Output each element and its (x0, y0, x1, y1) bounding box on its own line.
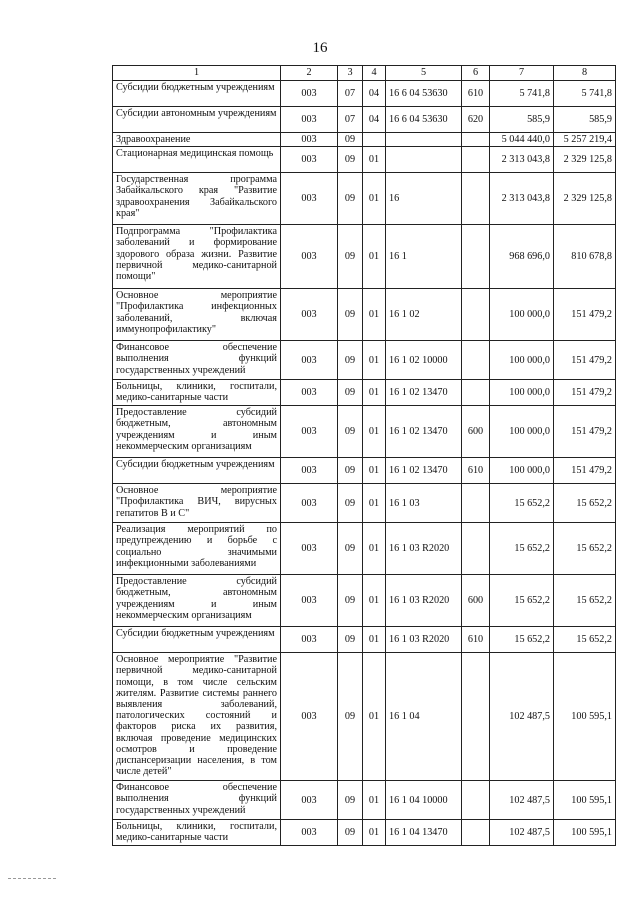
cell-col-7: 100 000,0 (490, 341, 554, 380)
cell-col-1: Субсидии бюджетным учреждениям (113, 81, 281, 107)
cell-col-5: 16 1 03 R2020 (386, 575, 462, 627)
table-row (113, 458, 616, 484)
cell-col-7: 100 000,0 (490, 380, 554, 406)
table-row (113, 627, 616, 653)
cell-col-2: 003 (281, 289, 338, 341)
cell-col-8: 100 595,1 (554, 820, 616, 846)
cell-col-1: Стационарная медицинская помощь (113, 147, 281, 173)
page-number: 16 (312, 40, 328, 56)
cell-col-6 (462, 225, 490, 289)
cell-col-8: 151 479,2 (554, 406, 616, 458)
table-row (113, 406, 616, 458)
cell-col-5: 16 1 04 (386, 653, 462, 781)
table-row (113, 523, 616, 575)
cell-col-4: 04 (363, 81, 386, 107)
table-row (113, 225, 616, 289)
cell-col-2: 003 (281, 133, 338, 147)
cell-col-5: 16 1 02 13470 (386, 458, 462, 484)
cell-col-8: 2 329 125,8 (554, 147, 616, 173)
cell-col-7: 102 487,5 (490, 820, 554, 846)
table-row (113, 107, 616, 133)
table-row (113, 81, 616, 107)
cell-col-4: 01 (363, 575, 386, 627)
cell-col-3: 09 (338, 484, 363, 523)
cell-col-3: 09 (338, 225, 363, 289)
cell-col-6 (462, 523, 490, 575)
cell-col-7: 585,9 (490, 107, 554, 133)
cell-col-1: Реализация мероприятий по предупреждению и борьбе с социально значимыми инфекционными заболеваниями (113, 523, 281, 575)
cell-col-1: Предоставление субсидий бюджетным, автономным учреждениям и иным некоммерческим организациям (113, 575, 281, 627)
cell-col-8: 100 595,1 (554, 653, 616, 781)
cell-col-4: 04 (363, 107, 386, 133)
cell-col-5: 16 6 04 53630 (386, 107, 462, 133)
cell-col-3: 09 (338, 406, 363, 458)
cell-col-4: 01 (363, 781, 386, 820)
cell-col-3: 09 (338, 575, 363, 627)
cell-col-7: 100 000,0 (490, 289, 554, 341)
cell-col-8: 585,9 (554, 107, 616, 133)
cell-col-6: 620 (462, 107, 490, 133)
cell-col-2: 003 (281, 406, 338, 458)
cell-col-3: 09 (338, 820, 363, 846)
cell-col-5: 16 6 04 53630 (386, 81, 462, 107)
cell-col-7: 15 652,2 (490, 575, 554, 627)
cell-col-3: 09 (338, 653, 363, 781)
cell-col-3: 09 (338, 341, 363, 380)
cell-col-4: 01 (363, 458, 386, 484)
cell-col-7: 2 313 043,8 (490, 173, 554, 225)
cell-col-5 (386, 147, 462, 173)
cell-col-8: 2 329 125,8 (554, 173, 616, 225)
cell-col-8: 15 652,2 (554, 575, 616, 627)
cell-col-6 (462, 147, 490, 173)
table-row (113, 173, 616, 225)
cell-col-5: 16 1 04 10000 (386, 781, 462, 820)
cell-col-5: 16 1 03 R2020 (386, 627, 462, 653)
cell-col-6 (462, 341, 490, 380)
cell-col-4: 01 (363, 406, 386, 458)
header-row (113, 66, 616, 81)
cell-col-8: 151 479,2 (554, 341, 616, 380)
cell-col-2: 003 (281, 380, 338, 406)
cell-col-7: 102 487,5 (490, 781, 554, 820)
cell-col-2: 003 (281, 627, 338, 653)
cell-col-3: 09 (338, 523, 363, 575)
cell-col-4: 01 (363, 380, 386, 406)
table-row (113, 341, 616, 380)
column-header-1: 1 (113, 66, 281, 81)
cell-col-5: 16 1 04 13470 (386, 820, 462, 846)
cell-col-5: 16 1 02 13470 (386, 380, 462, 406)
cell-col-2: 003 (281, 484, 338, 523)
cell-col-8: 15 652,2 (554, 484, 616, 523)
cell-col-3: 09 (338, 458, 363, 484)
cell-col-5: 16 (386, 173, 462, 225)
cell-col-2: 003 (281, 341, 338, 380)
column-header-7: 7 (490, 66, 554, 81)
cell-col-2: 003 (281, 173, 338, 225)
table-row (113, 781, 616, 820)
cell-col-5 (386, 133, 462, 147)
cell-col-2: 003 (281, 653, 338, 781)
table-row (113, 575, 616, 627)
cell-col-2: 003 (281, 107, 338, 133)
cell-col-4: 01 (363, 523, 386, 575)
budget-table (112, 65, 616, 846)
column-header-3: 3 (338, 66, 363, 81)
cell-col-5: 16 1 03 R2020 (386, 523, 462, 575)
cell-col-5: 16 1 (386, 225, 462, 289)
cell-col-7: 2 313 043,8 (490, 147, 554, 173)
cell-col-3: 09 (338, 380, 363, 406)
cell-col-2: 003 (281, 523, 338, 575)
cell-col-1: Субсидии бюджетным учреждениям (113, 458, 281, 484)
cell-col-2: 003 (281, 458, 338, 484)
cell-col-7: 15 652,2 (490, 523, 554, 575)
cell-col-6: 610 (462, 627, 490, 653)
cell-col-5: 16 1 03 (386, 484, 462, 523)
cell-col-7: 5 741,8 (490, 81, 554, 107)
cell-col-5: 16 1 02 (386, 289, 462, 341)
cell-col-6 (462, 781, 490, 820)
cell-col-2: 003 (281, 575, 338, 627)
table-row (113, 289, 616, 341)
cell-col-1: Предоставление субсидий бюджетным, автономным учреждениям и иным некоммерческим организациям (113, 406, 281, 458)
cell-col-1: Основное мероприятие "Профилактика ВИЧ, вирусных гепатитов В и С" (113, 484, 281, 523)
cell-col-5: 16 1 02 10000 (386, 341, 462, 380)
cell-col-7: 102 487,5 (490, 653, 554, 781)
cell-col-8: 151 479,2 (554, 458, 616, 484)
cell-col-4: 01 (363, 147, 386, 173)
cell-col-6: 610 (462, 81, 490, 107)
cell-col-1: Финансовое обеспечение выполнения функций государственных учреждений (113, 341, 281, 380)
cell-col-8: 15 652,2 (554, 627, 616, 653)
table-row (113, 380, 616, 406)
cell-col-8: 5 257 219,4 (554, 133, 616, 147)
cell-col-3: 09 (338, 147, 363, 173)
cell-col-3: 09 (338, 781, 363, 820)
cell-col-6 (462, 289, 490, 341)
cell-col-2: 003 (281, 147, 338, 173)
cell-col-3: 09 (338, 627, 363, 653)
cell-col-6 (462, 380, 490, 406)
cell-col-6 (462, 653, 490, 781)
footer-mark (8, 878, 56, 879)
cell-col-1: Подпрограмма "Профилактика заболеваний и формирование здорового образа жизни. Развитие первичной медико-санитарной помощи" (113, 225, 281, 289)
table-row (113, 653, 616, 781)
cell-col-4: 01 (363, 653, 386, 781)
table-row (113, 133, 616, 147)
cell-col-3: 07 (338, 107, 363, 133)
cell-col-1: Больницы, клиники, госпитали, медико-санитарные части (113, 820, 281, 846)
cell-col-8: 151 479,2 (554, 380, 616, 406)
cell-col-7: 100 000,0 (490, 458, 554, 484)
cell-col-4: 01 (363, 820, 386, 846)
cell-col-6: 600 (462, 575, 490, 627)
cell-col-6 (462, 484, 490, 523)
cell-col-8: 100 595,1 (554, 781, 616, 820)
cell-col-4: 01 (363, 627, 386, 653)
table-row (113, 820, 616, 846)
cell-col-1: Субсидии автономным учреждениям (113, 107, 281, 133)
cell-col-4: 01 (363, 484, 386, 523)
cell-col-1: Финансовое обеспечение выполнения функций государственных учреждений (113, 781, 281, 820)
column-header-8: 8 (554, 66, 616, 81)
cell-col-2: 003 (281, 820, 338, 846)
cell-col-2: 003 (281, 81, 338, 107)
cell-col-6 (462, 820, 490, 846)
cell-col-2: 003 (281, 781, 338, 820)
cell-col-4: 01 (363, 225, 386, 289)
column-header-6: 6 (462, 66, 490, 81)
cell-col-1: Здравоохранение (113, 133, 281, 147)
cell-col-1: Основное мероприятие "Профилактика инфекционных заболеваний, включая иммунопрофилактику" (113, 289, 281, 341)
cell-col-3: 07 (338, 81, 363, 107)
cell-col-1: Основное мероприятие "Развитие первичной медико-санитарной помощи, в том числе сельским жителям. Развитие системы раннего выявления заболеваний, патологических состояний и факторов риска их развития, включая проведение медицинских осмотров и проведение диспансеризации населения, в том числе детей" (113, 653, 281, 781)
cell-col-7: 15 652,2 (490, 627, 554, 653)
cell-col-4: 01 (363, 341, 386, 380)
cell-col-5: 16 1 02 13470 (386, 406, 462, 458)
cell-col-6: 600 (462, 406, 490, 458)
cell-col-1: Субсидии бюджетным учреждениям (113, 627, 281, 653)
cell-col-7: 15 652,2 (490, 484, 554, 523)
cell-col-7: 968 696,0 (490, 225, 554, 289)
cell-col-4: 01 (363, 173, 386, 225)
cell-col-7: 100 000,0 (490, 406, 554, 458)
cell-col-8: 15 652,2 (554, 523, 616, 575)
cell-col-8: 810 678,8 (554, 225, 616, 289)
table-row (113, 147, 616, 173)
column-header-2: 2 (281, 66, 338, 81)
column-header-4: 4 (363, 66, 386, 81)
cell-col-3: 09 (338, 289, 363, 341)
cell-col-6: 610 (462, 458, 490, 484)
cell-col-3: 09 (338, 133, 363, 147)
cell-col-2: 003 (281, 225, 338, 289)
table-row (113, 484, 616, 523)
cell-col-4 (363, 133, 386, 147)
cell-col-8: 151 479,2 (554, 289, 616, 341)
cell-col-6 (462, 133, 490, 147)
cell-col-1: Больницы, клиники, госпитали, медико-санитарные части (113, 380, 281, 406)
cell-col-8: 5 741,8 (554, 81, 616, 107)
cell-col-7: 5 044 440,0 (490, 133, 554, 147)
cell-col-1: Государственная программа Забайкальского края "Развитие здравоохранения Забайкальского края" (113, 173, 281, 225)
cell-col-3: 09 (338, 173, 363, 225)
cell-col-4: 01 (363, 289, 386, 341)
cell-col-6 (462, 173, 490, 225)
column-header-5: 5 (386, 66, 462, 81)
